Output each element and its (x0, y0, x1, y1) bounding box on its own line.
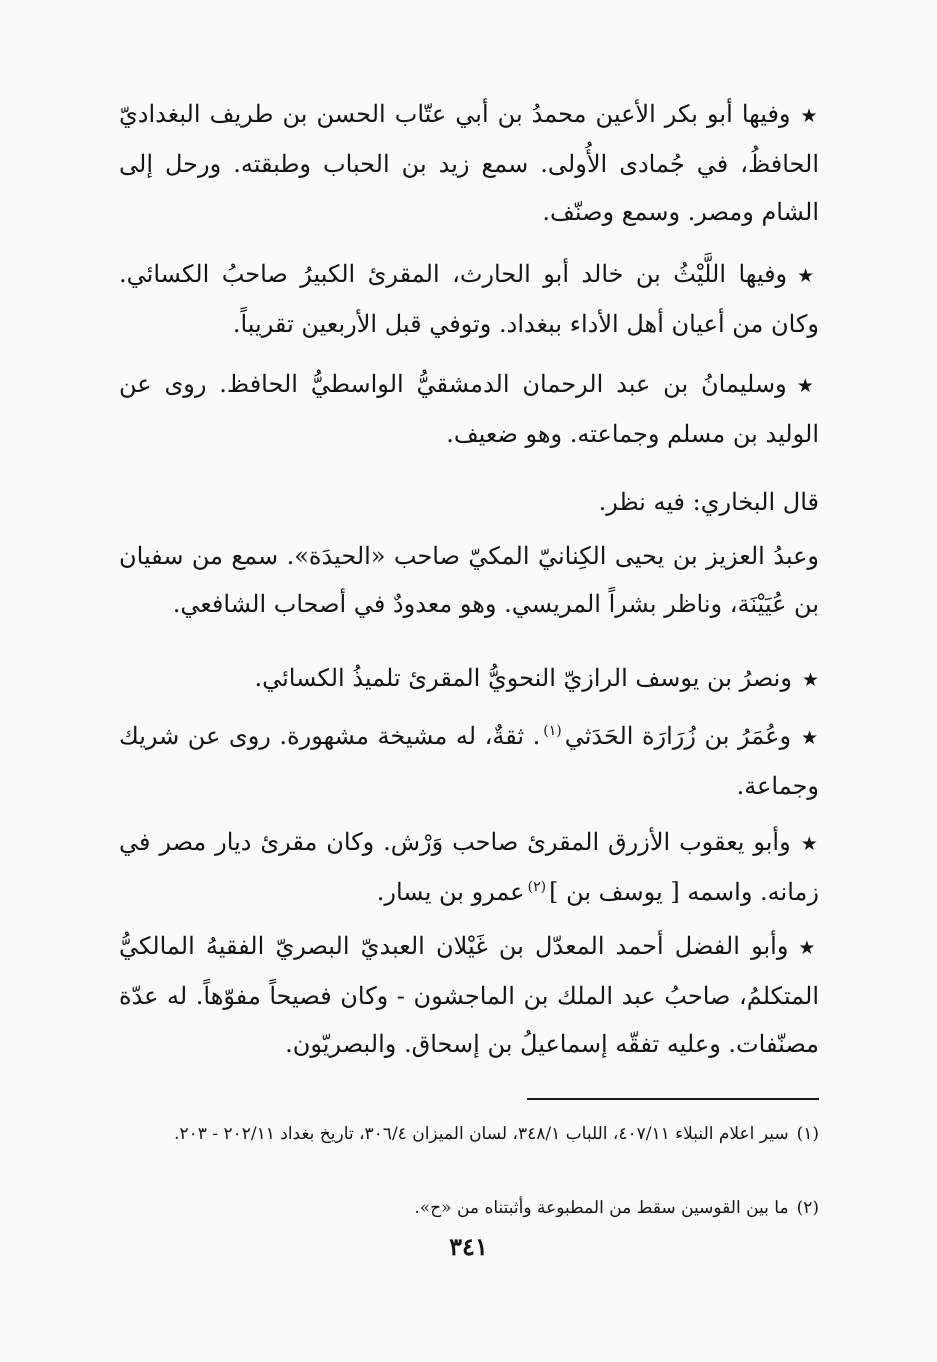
entry-3 (119, 360, 819, 458)
entry-2 (119, 250, 819, 348)
star-marker: ★ (797, 265, 819, 287)
entry-text: عمرو بن يسار. (376, 878, 525, 906)
footnote-divider (527, 1098, 819, 1100)
entry-text: قال البخاري: فيه نظر. (598, 488, 819, 516)
entry-text: وفيها اللَّيْثُ بن خالد أبو الحارث، المقرئ الكبيرُ صاحبُ الكسائي. وكان من أعيان أهل الأداء ببغداد. وتوفي قبل الأربعين تقريباً. (119, 260, 819, 338)
entry-text: وعبدُ العزيز بن يحيى الكِنانيّ المكيّ صاحب «الحيدَة». سمع من سفيان بن عُيَيْنَة، وناظر بشراً المريسي. وهو معدودٌ في أصحاب الشافعي. (119, 542, 819, 618)
entry-8 (119, 818, 819, 916)
footnote-number: (١) (796, 1124, 819, 1144)
star-marker: ★ (800, 105, 819, 127)
entry-text: . ثقةٌ، له مشيخة مشهورة. روى عن شريك وجماعة. (119, 722, 819, 800)
entry-text: ونصرُ بن يوسف الرازيّ النحويُّ المقرئ تلميذُ الكسائي. (254, 664, 792, 692)
page-number: ٣٤١ (449, 1232, 488, 1261)
footnote-1 (119, 1116, 819, 1152)
star-marker: ★ (801, 669, 819, 691)
entry-text: وعُمَرُ بن زُرَارَة الحَدَثي (564, 722, 792, 750)
entry-5 (119, 532, 819, 628)
footnote-ref-2[interactable]: (٢) (527, 879, 547, 895)
entry-9 (119, 922, 819, 1068)
star-marker: ★ (801, 727, 819, 749)
entry-6 (119, 654, 819, 704)
entry-7 (119, 712, 819, 810)
entry-text: وأبو يعقوب الأزرق المقرئ صاحب وَرْش. وكان مقرئ ديار مصر في زمانه. واسمه [ يوسف بن ] (119, 828, 819, 906)
entry-1 (119, 90, 819, 236)
entry-text: وأبو الفضل أحمد المعدّل بن غَيْلان العبديّ البصريّ الفقيهُ المالكيُّ المتكلمُ، صاحبُ عبد الملك بن الماجشون - وكان فصيحاً مفوّهاً. له عدّة مصنّفات. وعليه تفقّه إسماعيلُ بن إسحاق. والبصريّون. (119, 932, 819, 1058)
star-marker: ★ (798, 937, 819, 959)
footnote-2 (119, 1190, 819, 1226)
footnote-text: ما بين القوسين سقط من المطبوعة وأثبتناه من «ح». (414, 1198, 789, 1218)
footnote-number: (٢) (796, 1198, 819, 1218)
footnote-text: سير اعلام النبلاء ٤٠٧/١١، اللباب ٣٤٨/١، لسان الميزان ٣٠٦/٤، تاريخ بغداد ٢٠٢/١١ - ٢٠٣. (174, 1124, 789, 1144)
entry-4 (119, 478, 819, 526)
star-marker: ★ (800, 833, 819, 855)
star-marker: ★ (796, 375, 819, 397)
entry-text: وفيها أبو بكر الأعين محمدُ بن أبي عتّاب الحسن بن طريف البغداديّ الحافظُ، في جُمادى الأُولى. سمع زيد بن الحباب وطبقته. ورحل إلى الشام ومصر. وسمع وصنّف. (119, 100, 819, 226)
footnote-ref-1[interactable]: (١) (543, 723, 562, 739)
entry-text: وسليمانُ بن عبد الرحمان الدمشقيُّ الواسطيُّ الحافظ. روى عن الوليد بن مسلم وجماعته. وهو ضعيف. (119, 370, 819, 448)
